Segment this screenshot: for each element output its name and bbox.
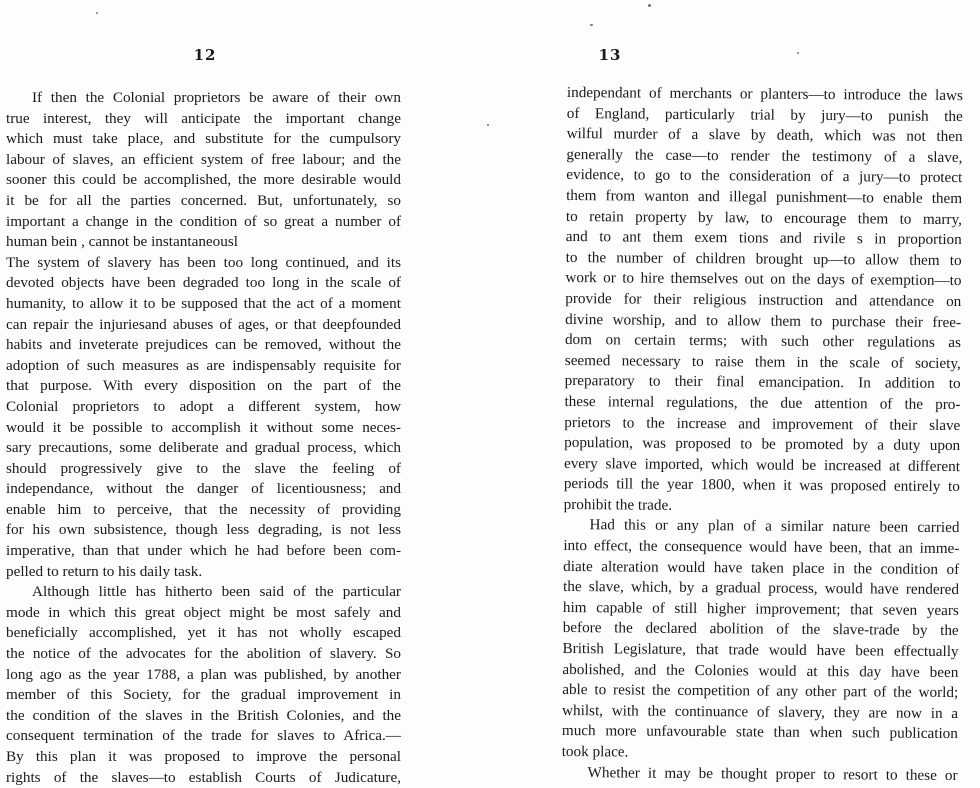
text-line: Had this or any plan of a similar nature been carried — [589, 516, 960, 537]
text-line: able to resist the competition of any other part of the world; — [562, 681, 959, 702]
scan-speck — [590, 24, 593, 26]
text-line: divine worship, and to allow them to purchase their free- — [565, 310, 962, 331]
text-line: labour of slaves, an efficient system of free labour; and the — [6, 150, 401, 168]
text-line: imperative, than that under which he had before been com- — [6, 542, 401, 560]
page-number: 13 — [598, 46, 622, 64]
page-text — [6, 88, 401, 788]
text-line: sary precautions, some deliberate and gradual process, which — [6, 439, 401, 457]
text-line: much more unfavourable state than when such publication — [561, 722, 958, 743]
text-line: for his own subsistence, though less degrading, is not less — [6, 521, 401, 539]
text-line: the slave, which, by a gradual process, would have rendered — [562, 578, 960, 599]
left-page — [0, 0, 490, 786]
text-line: prohibit the trade. — [563, 495, 673, 514]
text-line: generally the case—to render the testimony of a slave, — [566, 145, 963, 166]
text-line: to retain property by law, to encourage them to marry, — [565, 207, 963, 228]
text-line: every slave imported, which would be increased at different — [563, 454, 961, 475]
text-line: British Legislature, that trade would have been effectually — [562, 640, 959, 661]
text-line: it be for all the parties concerned. But, unfortunately, so — [6, 191, 401, 209]
text-line: beneficially accomplished, yet it has not wholly escaped — [6, 624, 401, 642]
text-line: mode in which this great object might be most safely and — [6, 603, 401, 621]
text-line: independance, without the danger of licentiousness; and — [6, 480, 401, 498]
text-line: Although little has hitherto been said of the particular — [32, 583, 401, 601]
text-line: before the declared abolition of the slave-trade by the — [562, 619, 959, 640]
text-line: preparatory to their final emancipation. In addition to — [564, 372, 961, 393]
text-line: population, was proposed to be promoted by a duty upon — [564, 434, 961, 455]
text-line: into effect, the consequence would have been, that an imme- — [563, 537, 960, 558]
text-line: to the number of children brought up—to allow them to — [565, 248, 962, 269]
text-line: member of this Society, for the gradual improvement in — [6, 686, 401, 704]
text-line: humanity, to allow it to be supposed that the act of a moment — [6, 294, 401, 312]
text-line: abolished, and the Colonies would at this day have been — [562, 660, 959, 681]
text-line: independant of merchants or planters—to introduce the laws — [566, 83, 963, 105]
text-line: If then the Colonial proprietors be aware of their own — [32, 89, 401, 106]
text-line: consequent termination of the trade for slaves to Africa.— — [6, 727, 401, 745]
text-line: these internal regulations, the due attention of the pro- — [564, 392, 961, 414]
text-line: of England, particularly trial by jury—to punish the — [566, 104, 963, 125]
text-line: By this plan it was proposed to improve the personal — [6, 748, 401, 765]
text-line: would it be possible to accomplish it without some neces- — [6, 418, 401, 436]
text-line: pelled to return to his daily task. — [6, 562, 203, 580]
text-line: enable him to perceive, that the necessity of providing — [6, 500, 401, 518]
text-line: work or to hire themselves out on the days of exemption—to — [565, 269, 962, 290]
text-line: can repair the injuriesand abuses of ages, or that deepfounded — [6, 315, 401, 333]
text-line: human bein , cannot be instantaneousl — [6, 233, 238, 251]
text-line: provide for their religious instruction and attendance on — [565, 289, 962, 311]
text-line: the condition of the slaves in the British Colonies, and the — [6, 706, 401, 724]
scan-speck — [797, 52, 799, 54]
text-line: important a change in the condition of so great a number of — [6, 212, 401, 230]
text-line: and to ant them exem tions and rivile s in proportion — [565, 228, 962, 249]
scan-speck — [487, 124, 489, 126]
page-number: 12 — [193, 46, 217, 64]
text-line: habits and inveterate prejudices can be removed, without the — [6, 336, 401, 354]
text-line: dom on certain terms; with such other regulations as — [564, 331, 962, 352]
right-page — [490, 0, 980, 786]
text-line: periods till the year 1800, when it was proposed entirely to — [563, 475, 960, 496]
scan-speck — [648, 4, 651, 7]
text-line: devoted objects have been degraded too long in the scale of — [6, 274, 401, 292]
text-line: long ago as the year 1788, a plan was published, by another — [6, 665, 401, 683]
scan-speck — [96, 12, 98, 14]
text-line: him capable of still higher improvement; that seven years — [562, 598, 959, 619]
text-line: Colonial proprietors to adopt a different system, how — [6, 397, 401, 415]
text-line: should progressively give to the slave the feeling of — [6, 459, 401, 477]
text-line: prietors to the increase and improvement of their slave — [564, 413, 961, 434]
text-line: seemed necessary to raise them in the scale of society, — [564, 351, 961, 372]
text-line: took place. — [561, 742, 629, 761]
text-line: the notice of the advocates for the abolition of slavery. So — [6, 645, 401, 663]
text-line: adoption of such measures as are indispensably requisite for — [6, 356, 401, 374]
text-line: rights of the slaves—to establish Courts of Judicature, — [6, 768, 401, 786]
text-line: sooner this could be accomplished, the more desirable would — [6, 171, 401, 189]
text-line: whilst, with the continuance of slavery, they are now in a — [562, 701, 959, 722]
text-line: which must take place, and substitute for the cumpulsory — [6, 130, 401, 148]
text-line: true interest, they will anticipate the important change — [6, 109, 401, 127]
text-line: Whether it may be thought proper to resort to these or — [587, 763, 958, 784]
text-line: that purpose. With every disposition on the part of the — [6, 377, 401, 395]
text-line: The system of slavery has been too long continued, and its — [6, 253, 401, 271]
text-line: evidence, to go to the consideration of a jury—to protect — [566, 166, 963, 187]
page-text — [562, 83, 963, 786]
text-line: them from wanton and illegal punishment—to enable them — [566, 186, 963, 208]
text-line: wilful murder of a slave by death, which was not then — [566, 125, 963, 146]
text-line: diate alteration would have taken place in the condition of — [563, 557, 960, 578]
